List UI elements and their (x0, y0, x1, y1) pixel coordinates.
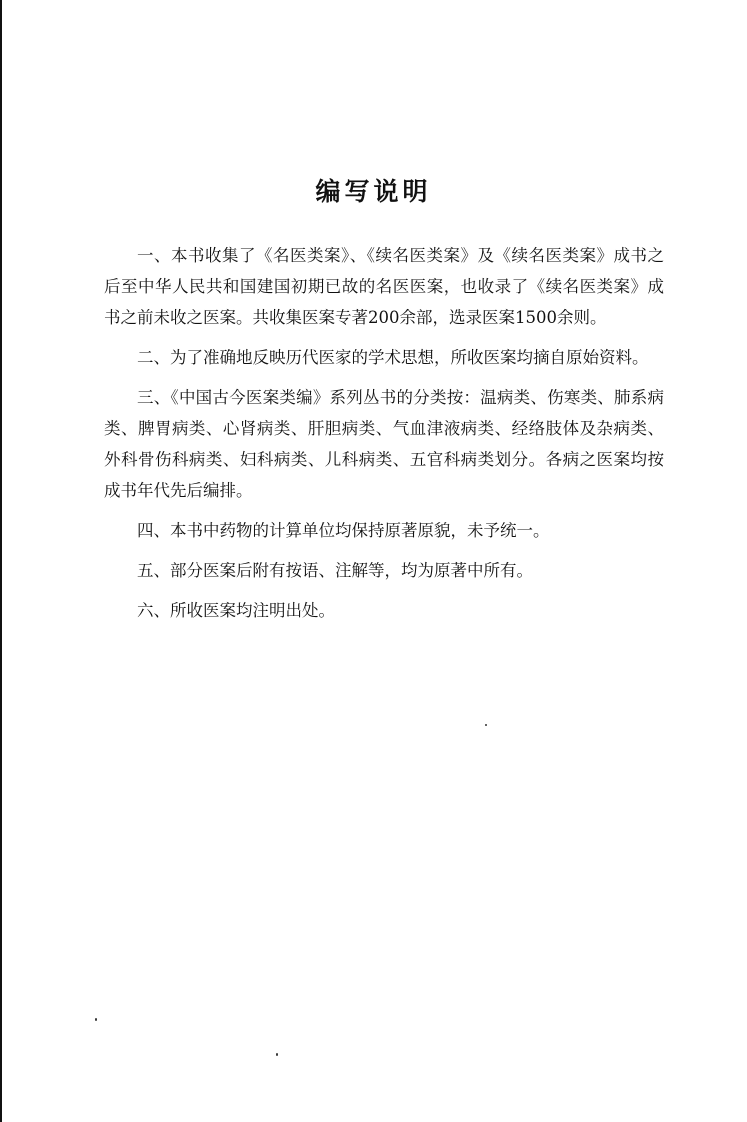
scan-speck (276, 1053, 278, 1056)
paragraph-5: 五、部分医案后附有按语、注解等，均为原著中所有。 (137, 561, 533, 580)
scan-speck (485, 724, 487, 726)
document-body (104, 240, 664, 635)
paragraph-3: 三、《中国古今医案类编》系列丛书的分类按：温病类、伤寒类、肺系病类、脾胃病类、心肾病类、肝胆病类、气血津液病类、经络肢体及杂病类、外科骨伤科病类、妇科病类、儿科病类、五官科病类划分。各病之医案均按成书年代先后编排。 (104, 388, 664, 500)
paragraph-1: 一、本书收集了《名医类案》、《续名医类案》及《续名医类案》成书之后至中华人民共和国建国初期已故的名医医案，也收录了《续名医类案》成书之前未收之医案。共收集医案专著200余部，选录医案1500余则。 (104, 246, 664, 327)
paragraph-2: 二、为了准确地反映历代医家的学术思想，所收医案均摘自原始资料。 (137, 348, 649, 367)
page-title: 编写说明 (315, 177, 432, 206)
scan-speck (95, 1018, 97, 1021)
paragraph-6: 六、所收医案均注明出处。 (137, 601, 335, 620)
page-left-border (0, 0, 2, 1122)
paragraph-4: 四、本书中药物的计算单位均保持原著原貌，未予统一。 (137, 521, 550, 540)
